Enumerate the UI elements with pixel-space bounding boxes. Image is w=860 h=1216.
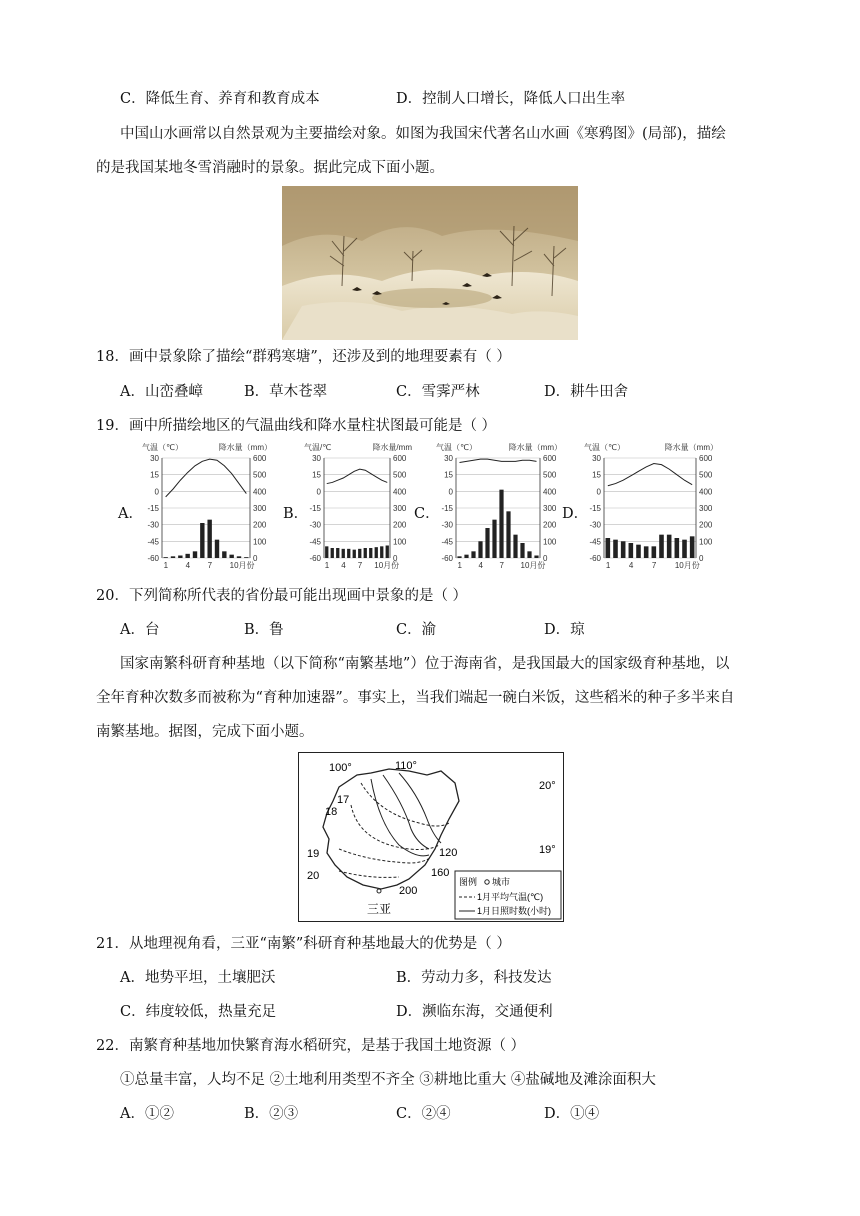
precip-bar	[200, 523, 204, 558]
isotherm-label-19: 19	[307, 848, 320, 860]
precip-bar	[520, 543, 524, 558]
q18-option-b: B．草木苍翠	[244, 384, 328, 400]
climate-chart-svg	[436, 440, 564, 580]
precip-tick-label: 500	[393, 470, 407, 480]
month-tick-label: 4	[478, 561, 483, 570]
temp-tick-label: -60	[309, 554, 321, 563]
precip-axis-title: 降水量/mm	[372, 443, 412, 452]
temp-axis-title: 气温（℃）	[142, 443, 183, 452]
intro1-line2: 的是我国某地冬雪消融时的景象。据此完成下面小题。	[96, 160, 444, 176]
precip-bar	[163, 557, 167, 558]
intro1-line1: 中国山水画常以自然景观为主要描绘对象。如图为我国宋代著名山水画《寒鸦图》(局部)，描绘	[120, 126, 726, 142]
precip-bar	[690, 536, 695, 558]
month-tick-label: 4	[628, 561, 634, 570]
hainan-map	[298, 752, 564, 922]
climate-chart-a	[142, 440, 274, 580]
precip-bar	[325, 546, 328, 558]
sunshine-label-160: 160	[431, 867, 450, 879]
precip-bar	[682, 540, 687, 558]
legend-sunshine-label: 1月日照时数(小时)	[477, 906, 551, 916]
precip-bar	[485, 528, 489, 558]
temp-tick-label: -30	[441, 520, 453, 530]
precip-bar	[534, 556, 538, 559]
legend-title: 图例	[459, 877, 478, 887]
temp-tick-label: 30	[312, 454, 321, 463]
temp-axis-title: 气温/℃	[304, 443, 332, 452]
q17-option-d: D．控制人口增长，降低人口出生率	[396, 91, 626, 107]
month-tick-label: 4	[341, 561, 346, 570]
q20-option-d: D．琼	[544, 622, 585, 638]
precip-tick-label: 200	[253, 520, 267, 530]
precip-bar	[215, 540, 219, 558]
temp-tick-label: 0	[448, 487, 453, 497]
q21-option-c: C．纬度较低，热量充足	[120, 1004, 277, 1020]
precip-bar	[369, 548, 372, 558]
precip-bar	[178, 556, 182, 559]
precip-bar	[244, 557, 248, 558]
precip-tick-label: 400	[253, 487, 267, 497]
precip-tick-label: 600	[699, 454, 713, 463]
month-tick-label: 7	[651, 561, 657, 570]
temp-tick-label: 15	[312, 470, 321, 480]
intro2-line2: 全年育种次数多而被称为“育种加速器”。事实上，当我们端起一碗白米饭，这些稻米的种子多半来自	[96, 690, 735, 706]
temp-tick-label: -30	[147, 520, 159, 530]
q22-option-c: C．②④	[396, 1106, 451, 1122]
temp-tick-label: 30	[150, 454, 159, 463]
precip-bar	[171, 556, 175, 558]
lon-label-100: 100°	[329, 762, 352, 774]
q19-option-a-letter: A．	[118, 506, 143, 522]
precip-axis-title: 降水量（mm）	[508, 443, 562, 452]
precip-bar	[207, 520, 211, 558]
precip-bar	[606, 538, 611, 558]
q21-option-d: D．濒临东海，交通便利	[396, 1004, 553, 1020]
q21-option-a: A．地势平坦，土壤肥沃	[120, 970, 276, 986]
precip-bar	[613, 540, 618, 558]
climate-chart-svg	[304, 440, 414, 580]
q20-option-c: C．渝	[396, 622, 437, 638]
q21-stem: 21．从地理视角看，三亚“南繁”科研育种基地最大的优势是（ ）	[96, 936, 511, 952]
q19-option-c-letter: C．	[414, 506, 440, 522]
q20-option-b: B．鲁	[244, 622, 284, 638]
month-tick-label: 10月份	[674, 561, 700, 570]
month-tick-label: 10月份	[229, 561, 255, 570]
precip-bar	[636, 545, 641, 558]
month-tick-label: 7	[357, 561, 363, 570]
temp-tick-label: 15	[150, 470, 159, 480]
precip-bar	[492, 520, 496, 558]
temp-tick-label: 30	[592, 454, 601, 463]
precip-tick-label: 200	[543, 520, 557, 530]
temp-axis-title: 气温（℃）	[436, 443, 477, 452]
temperature-curve	[327, 469, 388, 483]
isotherm-label-17: 17	[337, 794, 350, 806]
precip-bar	[222, 551, 226, 558]
precip-bar	[386, 546, 389, 559]
month-tick-label: 10月份	[520, 561, 546, 570]
precip-tick-label: 100	[543, 537, 557, 547]
temp-tick-label: 15	[592, 470, 601, 480]
precip-axis-title: 降水量（mm）	[664, 443, 718, 452]
precip-bar	[358, 549, 361, 558]
q20-stem: 20．下列简称所代表的省份最可能出现画中景象的是（ ）	[96, 588, 468, 604]
q22-option-d: D．①④	[544, 1106, 600, 1122]
month-tick-label: 7	[499, 561, 504, 570]
sunshine-line-2	[371, 779, 429, 856]
isotherm-label-20: 20	[307, 870, 320, 882]
precip-tick-label: 400	[699, 487, 713, 497]
climate-chart-b	[304, 440, 414, 580]
precip-bar	[499, 490, 503, 558]
precip-bar	[464, 555, 468, 558]
precip-bar	[331, 548, 334, 558]
precip-tick-label: 500	[699, 470, 713, 480]
month-tick-label: 4	[185, 561, 191, 570]
month-tick-label: 7	[207, 561, 213, 570]
precip-bar	[353, 550, 356, 558]
month-tick-label: 1	[324, 561, 330, 570]
isotherm-label-18: 18	[325, 806, 338, 818]
temp-tick-label: 15	[444, 470, 453, 480]
precip-bar	[478, 541, 482, 558]
precip-axis-title: 降水量（mm）	[218, 443, 272, 452]
isotherm-18	[351, 805, 439, 850]
precip-bar	[644, 546, 649, 558]
temp-tick-label: -45	[147, 537, 159, 547]
q19-option-d-letter: D．	[562, 506, 589, 522]
precip-bar	[342, 549, 345, 558]
climate-chart-c	[436, 440, 564, 580]
precip-tick-label: 0	[253, 554, 258, 563]
temp-axis-title: 气温（℃）	[584, 443, 625, 452]
legend-isotherm-label: 1月平均气温(℃)	[477, 892, 544, 902]
precip-tick-label: 400	[393, 487, 407, 497]
precip-bar	[375, 547, 378, 558]
precip-bar	[237, 556, 241, 558]
q22-stem: 22．南繁育种基地加快繁育海水稻研究，是基于我国土地资源（ ）	[96, 1038, 526, 1054]
q19-stem: 19．画中所描绘地区的气温曲线和降水量柱状图最可能是（ ）	[96, 418, 497, 434]
precip-bar	[229, 555, 233, 558]
precip-tick-label: 0	[393, 554, 398, 563]
q21-option-b: B．劳动力多，科技发达	[396, 970, 552, 986]
month-tick-label: 1	[457, 561, 462, 570]
temp-tick-label: 30	[444, 454, 453, 463]
q20-option-a: A．台	[120, 622, 160, 638]
temp-tick-label: 0	[154, 487, 159, 497]
precip-tick-label: 500	[253, 470, 267, 480]
month-tick-label: 1	[605, 561, 611, 570]
temp-tick-label: -15	[309, 504, 321, 513]
lat-label-20: 20°	[539, 780, 556, 792]
q18-stem: 18．画中景象除了描绘“群鸦寒塘”，还涉及到的地理要素有（ ）	[96, 349, 511, 365]
isotherm-20	[339, 871, 399, 877]
precip-bar	[506, 511, 510, 558]
hainan-map-svg	[299, 753, 563, 921]
intro2-line3: 南繁基地。据图，完成下面小题。	[96, 724, 314, 740]
q18-option-a: A．山峦叠嶂	[120, 384, 203, 400]
precip-tick-label: 600	[393, 454, 407, 463]
climate-chart-svg	[584, 440, 720, 580]
temp-tick-label: -45	[441, 537, 453, 547]
precip-tick-label: 200	[393, 520, 407, 530]
q19-option-b-letter: B．	[283, 506, 309, 522]
precip-bar	[193, 551, 197, 558]
intro2-line1: 国家南繁科研育种基地（以下简称“南繁基地”）位于海南省，是我国最大的国家级育种基地，以	[120, 656, 730, 672]
legend-city-label: 城市	[492, 877, 511, 887]
precip-tick-label: 300	[543, 504, 557, 513]
isotherm-19	[339, 849, 431, 863]
precip-tick-label: 100	[393, 537, 407, 547]
city-label-sanya: 三亚	[367, 902, 392, 916]
precip-bar	[513, 535, 517, 558]
month-tick-label: 10月份	[374, 561, 400, 570]
temp-tick-label: -15	[147, 504, 159, 513]
precip-bar	[675, 538, 680, 558]
q22-items: ①总量丰富，人均不足 ②土地利用类型不齐全 ③耕地比重大 ④盐碱地及滩涂面积大	[120, 1072, 656, 1088]
precip-tick-label: 100	[253, 537, 267, 547]
temp-tick-label: 0	[316, 487, 321, 497]
temp-tick-label: -15	[441, 504, 453, 513]
precip-bar	[185, 554, 189, 558]
precip-bar	[347, 549, 350, 558]
q18-option-d: D．耕牛田舍	[544, 384, 629, 400]
temp-tick-label: -45	[589, 537, 601, 547]
precip-tick-label: 300	[699, 504, 713, 513]
temp-tick-label: -60	[441, 554, 453, 563]
q17-option-c: C．降低生育、养育和教育成本	[120, 91, 320, 107]
q18-option-c: C．雪霁严林	[396, 384, 480, 400]
precip-tick-label: 500	[543, 470, 557, 480]
precip-bar	[667, 535, 672, 558]
sunshine-label-120: 120	[439, 847, 458, 859]
precip-tick-label: 0	[699, 554, 704, 563]
temp-tick-label: -60	[589, 554, 601, 563]
sunshine-label-200: 200	[399, 885, 418, 897]
painting-image	[282, 186, 578, 340]
month-tick-label: 1	[163, 561, 169, 570]
precip-bar	[336, 548, 339, 558]
precip-tick-label: 400	[543, 487, 557, 497]
temp-tick-label: 0	[596, 487, 601, 497]
precip-bar	[380, 546, 383, 558]
precip-bar	[659, 535, 664, 558]
sanya-city-marker	[377, 889, 381, 893]
precip-bar	[471, 551, 475, 558]
q22-option-b: B．②③	[244, 1106, 299, 1122]
precip-tick-label: 600	[543, 454, 557, 463]
lon-label-110: 110°	[395, 760, 417, 772]
precip-bar	[457, 556, 461, 558]
precip-tick-label: 200	[699, 520, 713, 530]
temp-tick-label: -45	[309, 537, 321, 547]
temp-tick-label: -60	[147, 554, 159, 563]
precip-bar	[629, 543, 634, 558]
precip-tick-label: 300	[253, 504, 267, 513]
precip-tick-label: 600	[253, 454, 267, 463]
precip-tick-label: 300	[393, 504, 407, 513]
precip-tick-label: 100	[699, 537, 713, 547]
climate-chart-svg	[142, 440, 274, 580]
climate-chart-d	[584, 440, 720, 580]
temp-tick-label: -30	[309, 520, 321, 530]
temp-tick-label: -15	[589, 504, 601, 513]
isotherm-17	[361, 783, 449, 826]
precip-bar	[364, 548, 367, 558]
temperature-curve	[460, 459, 537, 462]
temp-tick-label: -30	[589, 520, 601, 530]
precip-bar	[621, 541, 626, 558]
lat-label-19: 19°	[539, 844, 556, 856]
q22-option-a: A．①②	[120, 1106, 174, 1122]
sunshine-line-3	[399, 773, 441, 843]
precip-tick-label: 0	[543, 554, 548, 563]
precip-bar	[652, 546, 657, 558]
precip-bar	[527, 551, 531, 558]
